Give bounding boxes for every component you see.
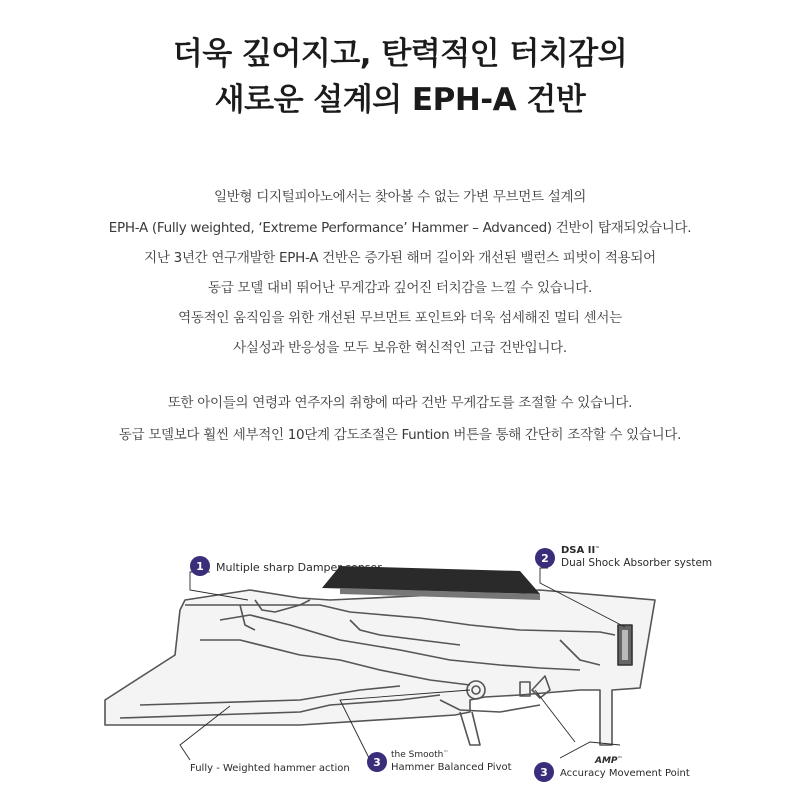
callout-number: 3 [540, 766, 548, 779]
callout-title [391, 750, 448, 760]
callout-amp [534, 756, 690, 782]
body-line: 동급 모델 대비 뛰어난 무게감과 깊어진 터치감을 느낄 수 있습니다. [208, 280, 592, 296]
body-line: EPH-A (Fully weighted, ‘Extreme Performance’ Hammer – Advanced) 건반이 탑재되었습니다. [108, 220, 692, 236]
body-line: 역동적인 움직임을 위한 개선된 무브먼트 포인트와 더욱 섬세해진 멀티 센서는 [178, 310, 622, 326]
callout-text: Accuracy Movement Point [560, 768, 690, 779]
callout-title-text: the Smooth [391, 750, 444, 760]
callout-title-text: DSA II [561, 545, 596, 556]
trademark-mark: ™ [443, 750, 449, 756]
body-line: 또한 아이들의 연령과 연주자의 취향에 따라 건반 무게감도를 조절할 수 있습니다. [167, 395, 633, 411]
body-line: 지난 3년간 연구개발한 EPH-A 건반은 증가된 해머 길이와 개선된 밸런스 피벗이 적용되어 [144, 250, 656, 266]
callout-number: 1 [196, 560, 204, 573]
body-line: 동급 모델보다 훨씬 세부적인 10단계 감도조절은 Funtion 버튼을 통해 간단히 조작할 수 있습니다. [118, 427, 682, 443]
body-line: 일반형 디지털피아노에서는 찾아볼 수 없는 가변 무브먼트 설계의 [214, 189, 586, 205]
callout-title-text: AMP [595, 756, 618, 766]
callout-dsa [535, 545, 712, 569]
callout-text: Multiple sharp Damper sensor [216, 561, 382, 574]
callout-title [561, 545, 600, 556]
headline-line-2: 새로운 설계의 EPH-A 건반 [214, 82, 586, 118]
callout-text: Dual Shock Absorber system [561, 557, 713, 569]
trademark-mark: ™ [595, 546, 601, 552]
callout-title [594, 756, 623, 766]
callout-number: 3 [373, 756, 381, 769]
callout-text: Hammer Balanced Pivot [391, 762, 512, 773]
headline-line-1: 더욱 깊어지고, 탄력적인 터치감의 [172, 36, 628, 72]
hammer-action-label: Fully - Weighted hammer action [190, 763, 350, 774]
key-mechanism-drawing [105, 590, 655, 745]
callout-pivot [367, 750, 512, 773]
trademark-mark: ™ [617, 756, 623, 762]
body-line: 사실성과 반응성을 모두 보유한 혁신적인 고급 건반입니다. [233, 340, 567, 356]
callout-number: 2 [541, 552, 549, 565]
callout-damper-sensor [190, 556, 382, 576]
